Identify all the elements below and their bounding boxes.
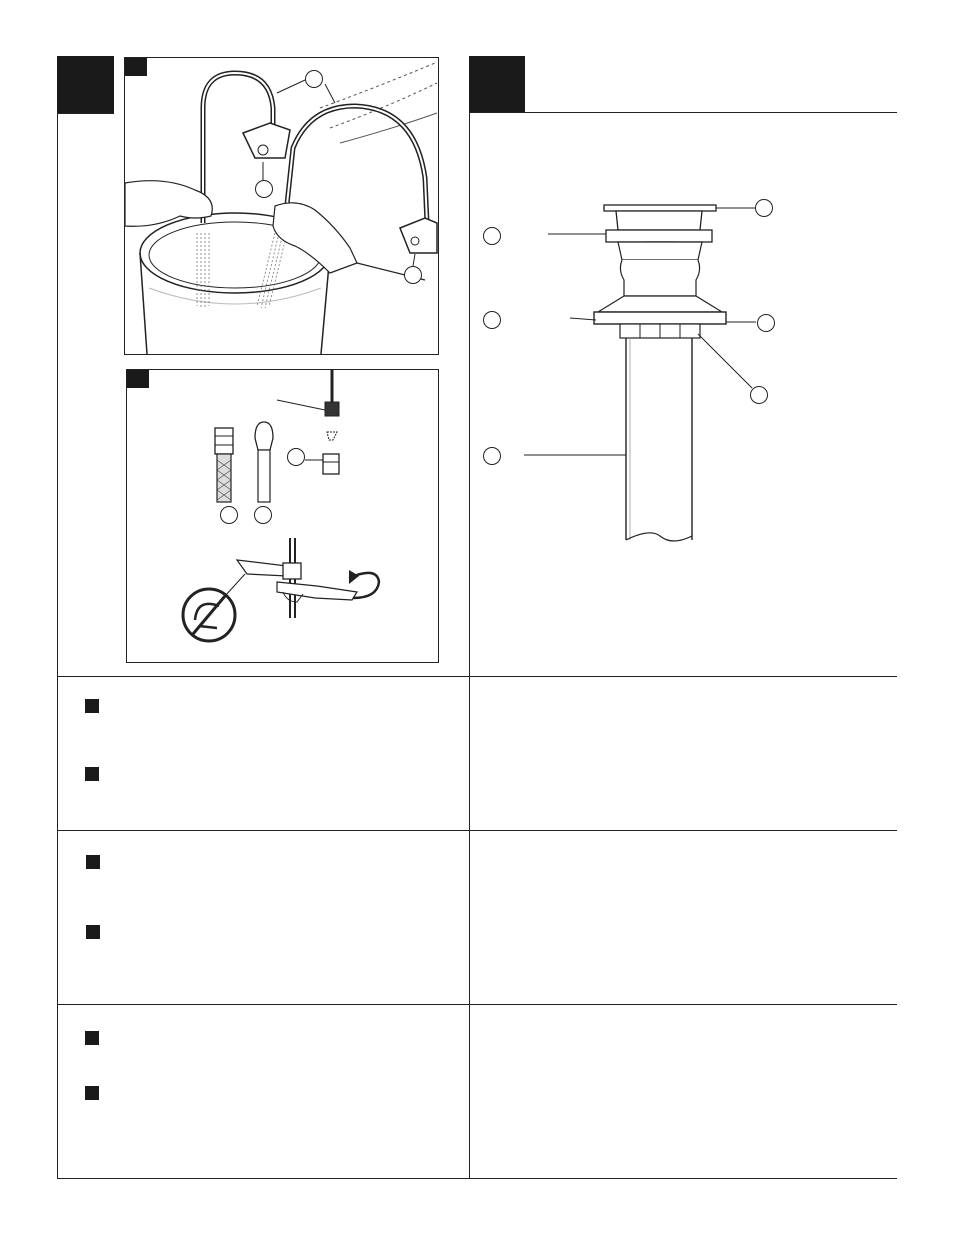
- instruction-bullet: [85, 767, 99, 781]
- callout-valve-right: [404, 266, 422, 284]
- callout-locknut: [750, 386, 768, 404]
- callout-valve-left: [255, 180, 273, 198]
- connection-detail-illustration: [127, 370, 438, 662]
- row-divider-3: [57, 1004, 897, 1005]
- callout-hoses: [305, 70, 323, 88]
- callout-plain-tube: [254, 506, 272, 524]
- callout-flange: [755, 199, 773, 217]
- panel-connection-detail: [126, 369, 439, 663]
- callout-tailpiece: [483, 447, 501, 465]
- panel-supply-lines: [124, 57, 439, 355]
- step-box-right: [469, 56, 525, 112]
- step-right-underline: [469, 112, 897, 113]
- callout-gasket-top: [483, 227, 501, 245]
- instruction-bullet: [85, 699, 99, 713]
- row-divider-2: [57, 830, 897, 831]
- instruction-bullet: [86, 925, 100, 939]
- center-divider: [469, 56, 470, 1178]
- row-divider-1: [57, 676, 897, 677]
- callout-gasket-bottom: [483, 311, 501, 329]
- step-box-left: [57, 56, 114, 113]
- instruction-bullet: [86, 855, 100, 869]
- callout-washer: [757, 314, 775, 332]
- callout-nut: [287, 448, 305, 466]
- callout-braided-hose: [220, 506, 238, 524]
- step-left-underline: [57, 113, 114, 114]
- supply-lines-illustration: [125, 58, 438, 354]
- left-border: [57, 56, 58, 1178]
- bottom-border: [57, 1178, 897, 1179]
- instruction-bullet: [85, 1031, 99, 1045]
- instruction-bullet: [85, 1086, 99, 1100]
